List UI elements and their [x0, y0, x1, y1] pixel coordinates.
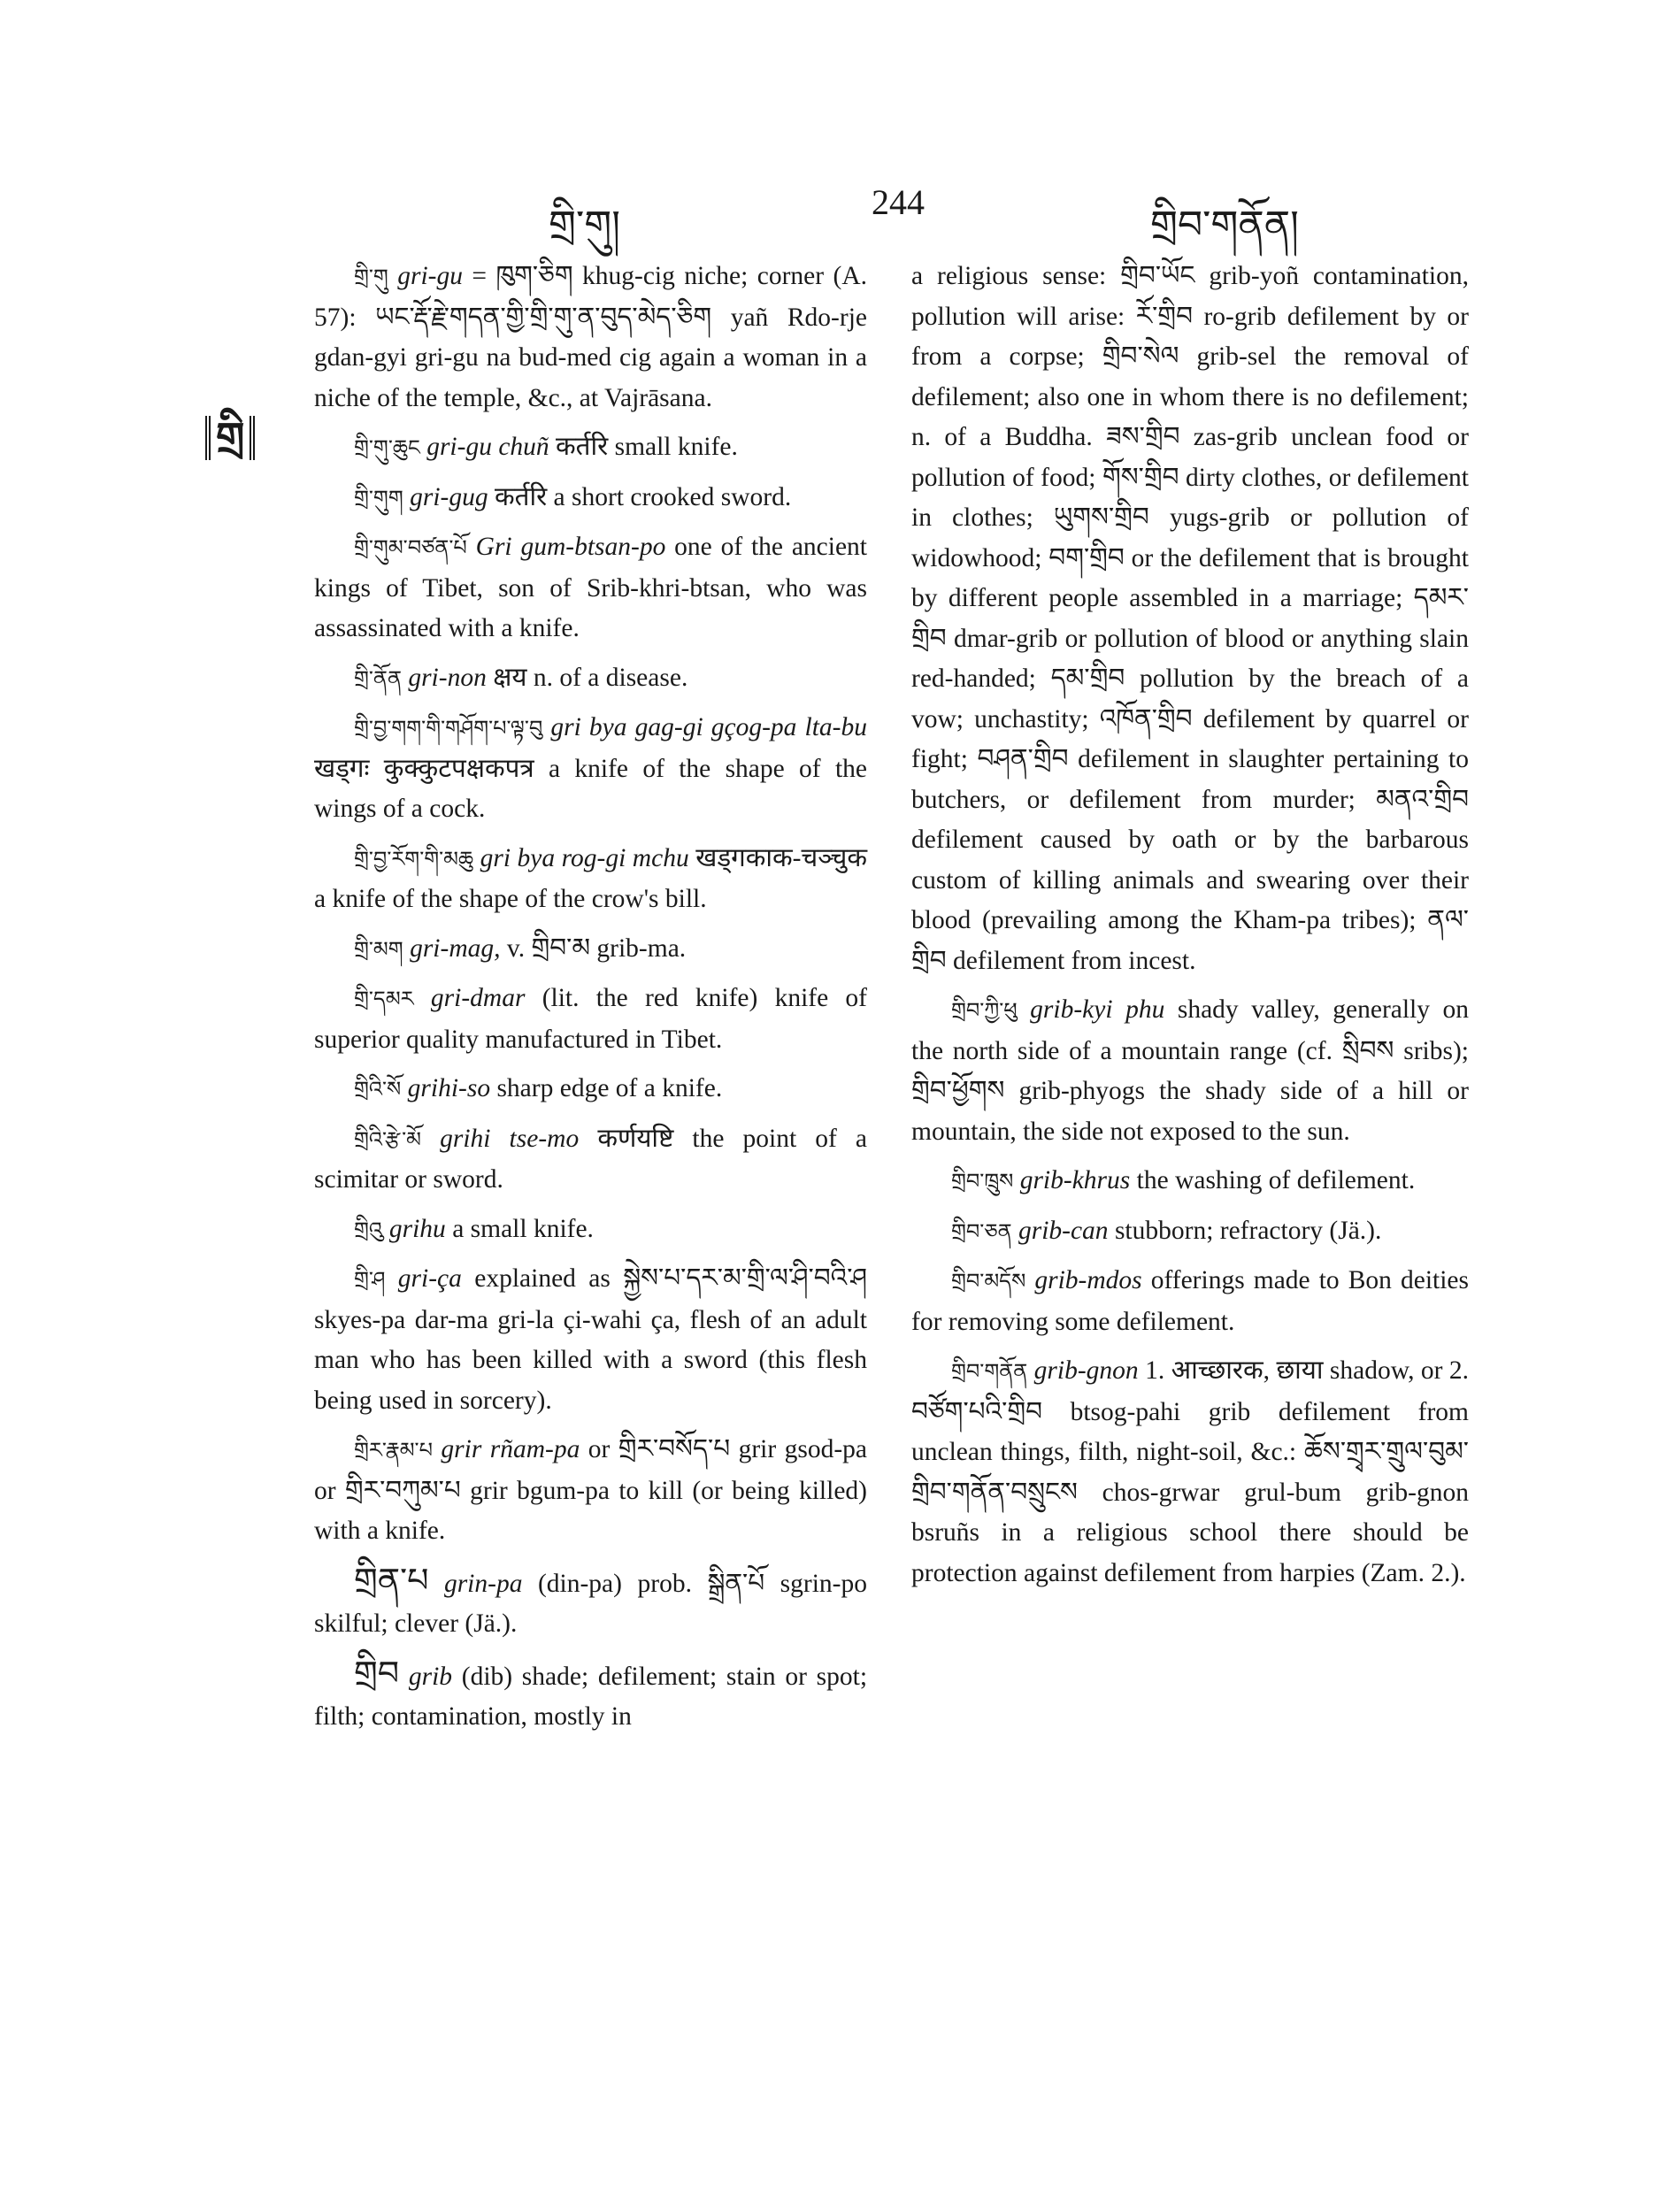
- running-head-left: གྲི་གུ།: [549, 204, 620, 247]
- dictionary-entry: [314, 257, 867, 419]
- entry-transliteration: gri bya rog-gi mchu: [480, 843, 689, 872]
- entry-definition: कर्णयष्टि the point of a scimitar or sword.: [314, 1124, 868, 1194]
- dictionary-entry: [314, 527, 867, 649]
- dictionary-entry: [911, 257, 1469, 981]
- entry-definition: क्षय n. of a disease.: [493, 663, 688, 692]
- entry-definition: explained as སྐྱེས་པ་དར་མ་གྲི་ལ་ཤི་བའི་ཤ skyes-pa dar-ma gri-la çi-wahi ça, flesh of an adult man who has been killed with a sword (this flesh being used in sorcery).: [314, 1264, 868, 1415]
- entry-headword: གྲིབ་མདོས: [951, 1269, 1026, 1294]
- entry-headword: གྲི་གུག: [354, 485, 403, 511]
- entry-headword: གྲི་ཤ: [354, 1267, 386, 1292]
- entry-transliteration: gri-gu chuñ: [426, 433, 549, 461]
- dictionary-entry: [314, 839, 867, 920]
- entry-definition: कर्तरि a short crooked sword.: [494, 482, 792, 511]
- entry-headword: གྲི་དམར: [354, 987, 414, 1011]
- dictionary-entry: [314, 708, 867, 830]
- entry-headword: གྲིབ་ཀྱི་ཕུ: [951, 998, 1018, 1023]
- entry-definition: stubborn; refractory (Jä.).: [1114, 1216, 1382, 1245]
- dictionary-entry: [314, 1259, 867, 1421]
- entry-headword: གྲིན་པ: [354, 1560, 429, 1600]
- entry-transliteration: grir rñam-pa: [441, 1435, 580, 1463]
- entry-definition: (dib) shade; defilement; stain or spot; filth; contamination, mostly in: [314, 1662, 868, 1731]
- entry-headword: གྲིབ་ཁྲུས: [951, 1169, 1014, 1194]
- dictionary-entry: [314, 658, 867, 700]
- entry-headword: གྲི་གུ་ཆུང: [354, 435, 420, 460]
- entry-definition: (lit. the red knife) knife of superior quality manufactured in Tibet.: [314, 984, 868, 1054]
- entry-definition: or གྲིར་བསོད་པ grir gsod-pa or གྲིར་བཀུམ་པ grir bgum-pa to kill (or being killed) with a knife.: [314, 1435, 868, 1545]
- entry-headword: གྲིབ་ཅན: [951, 1218, 1012, 1244]
- entry-definition: a small knife.: [452, 1214, 594, 1243]
- dictionary-entry: [314, 1119, 867, 1201]
- left-column: [314, 257, 867, 1747]
- entry-transliteration: grin-pa: [443, 1569, 523, 1598]
- right-column: [911, 257, 1469, 1602]
- dictionary-entry: [314, 478, 867, 519]
- dictionary-entry: [314, 1654, 867, 1738]
- entry-definition: shady valley, generally on the north side of a mountain range (cf. སྲིབས sribs); གྲིབ་ཕྱོགས grib-phyogs the shady side of a hill or mountain, the side not exposed to the sun.: [911, 995, 1470, 1146]
- entry-headword: གྲིའི་རྩེ་མོ: [354, 1126, 421, 1152]
- entry-headword: གྲི་གུམ་བཙན་པོ: [354, 535, 467, 560]
- thumb-index-mark: གྲི: [205, 416, 255, 460]
- entry-headword: གྲི་གུ: [354, 265, 388, 289]
- entry-headword: གྲི་མག: [354, 936, 403, 962]
- entry-headword: གྲིའི་སོ: [354, 1077, 402, 1102]
- entry-headword: གྲི་བྱ་རོག་གི་མཆུ: [354, 846, 474, 872]
- entry-transliteration: grib-kyi phu: [1030, 995, 1165, 1024]
- entry-definition: v. གྲིབ་མ grib-ma.: [506, 933, 687, 963]
- entry-headword: གྲིའུ: [354, 1217, 383, 1242]
- entry-transliteration: grib-mdos: [1034, 1266, 1142, 1294]
- entry-definition: = ཁུག་ཅིག khug-cig niche; corner (A. 57): ཡང་རྡོ་རྗེ་གདན་གྱི་གྲི་གུ་ན་བུད་མེད་ཅིག yañ Rdo-rje gdan-gyi gri-gu na bud-med cig again a woman in a niche of the temple, &c., at Vajrāsana.: [314, 262, 867, 412]
- entry-transliteration: gri-non: [408, 663, 487, 692]
- entry-transliteration: gri-gu: [397, 262, 463, 290]
- entry-transliteration: grib-can: [1018, 1216, 1109, 1245]
- dictionary-entry: [314, 1430, 867, 1552]
- entry-definition: कर्तरि small knife.: [556, 433, 738, 461]
- dictionary-entry: [314, 979, 867, 1060]
- entry-headword: གྲིར་རྣམ་པ: [354, 1438, 433, 1463]
- entry-transliteration: gri-gug: [410, 482, 488, 511]
- running-head-right: གྲིབ་གནོན།: [1150, 204, 1299, 247]
- entry-headword: གྲིབ: [354, 1653, 400, 1693]
- dictionary-entry: [911, 1351, 1469, 1594]
- dictionary-entry: [911, 1161, 1469, 1202]
- entry-definition: खड्गः कुक्कुटपक्षकपत्र a knife of the shape of the wings of a cock.: [314, 754, 867, 823]
- entry-transliteration: grihi tse-mo: [440, 1124, 580, 1153]
- page-number: 244: [872, 182, 925, 222]
- entry-transliteration: gri-ça: [397, 1264, 462, 1293]
- dictionary-entry: [314, 1210, 867, 1251]
- entry-headword: གྲི་ནོན: [354, 665, 402, 691]
- entry-definition: the washing of defilement.: [1136, 1166, 1416, 1194]
- entry-transliteration: grib-khrus: [1019, 1166, 1131, 1194]
- entry-headword: གྲིབ་གནོན: [951, 1359, 1028, 1384]
- entry-definition: sharp edge of a knife.: [496, 1074, 723, 1102]
- entry-definition: (din-pa) prob. སྒྲིན་པོ sgrin-po skilful; clever (Jä.).: [314, 1569, 867, 1638]
- entry-transliteration: grib: [408, 1662, 453, 1691]
- entry-definition: one of the ancient kings of Tibet, son of Srib-khri-btsan, who was assassinated with a knife.: [314, 533, 868, 642]
- entry-transliteration: gri-mag,: [410, 933, 501, 963]
- entry-transliteration: grihu: [388, 1214, 446, 1243]
- entry-transliteration: gri bya gag-gi gçog-pa lta-bu: [550, 713, 867, 741]
- entry-transliteration: Gri gum-btsan-po: [475, 533, 666, 561]
- dictionary-entry: [911, 990, 1469, 1152]
- entry-headword: གྲི་བྱ་གག་གི་གཤོག་པ་ལྟ་བུ: [354, 716, 543, 741]
- dictionary-entry: [911, 1211, 1469, 1253]
- dictionary-entry: [314, 1069, 867, 1110]
- entry-definition: खड्गकाक-चञ्चुक a knife of the shape of the crow's bill.: [314, 843, 867, 913]
- entry-transliteration: grihi-so: [407, 1074, 491, 1102]
- entry-definition: a religious sense: གྲིབ་ཡོང grib-yoñ contamination, pollution will arise: རོ་གྲིབ ro-grib defilement by or from a corpse; གྲིབ་སེལ grib-sel the removal of defilement; also one in whom there is no defilement; n. of a Buddha. ཟས་གྲིབ zas-grib unclean food or pollution of food; གོས་གྲིབ dirty clothes, or defilement in clothes; ཡུགས་གྲིབ yugs-grib or pollution of widowhood; བག་གྲིབ or the defilement that is brought by different people assembled in a marriage; དམར་གྲིབ dmar-grib or pollution of blood or anything slain red-handed; དམ་གྲིབ pollution by the breach of a vow; unchastity; འཁོན་གྲིབ defilement by quarrel or fight; བཤན་གྲིབ defilement in slaughter pertaining to butchers, or defilement from murder; མནའ་གྲིབ defilement caused by oath or by the barbarous custom of killing animals and swearing over their blood (prevailing among the Kham-pa tribes); ནལ་གྲིབ defilement from incest.: [911, 262, 1469, 975]
- entry-transliteration: grib-gnon: [1033, 1356, 1139, 1385]
- dictionary-entry: [314, 929, 867, 971]
- entry-transliteration: gri-dmar: [430, 984, 526, 1012]
- dictionary-entry: [314, 427, 867, 469]
- dictionary-entry: [911, 1261, 1469, 1342]
- entry-definition: offerings made to Bon deities for removing some defilement.: [911, 1266, 1469, 1336]
- entry-definition: 1. आच्छारक, छाया shadow, or 2. བཙོག་པའི་གྲིབ btsog-pahi grib defilement from unclean things, filth, night-soil, &c.: ཆོས་གྲྭར་གྲུལ་བུམ་གྲིབ་གནོན་བསྲུངས chos-grwar grul-bum grib-gnon bsruñs in a religious school there should be protection against defilement from harpies (Zam. 2.).: [911, 1356, 1470, 1587]
- dictionary-entry: [314, 1561, 867, 1645]
